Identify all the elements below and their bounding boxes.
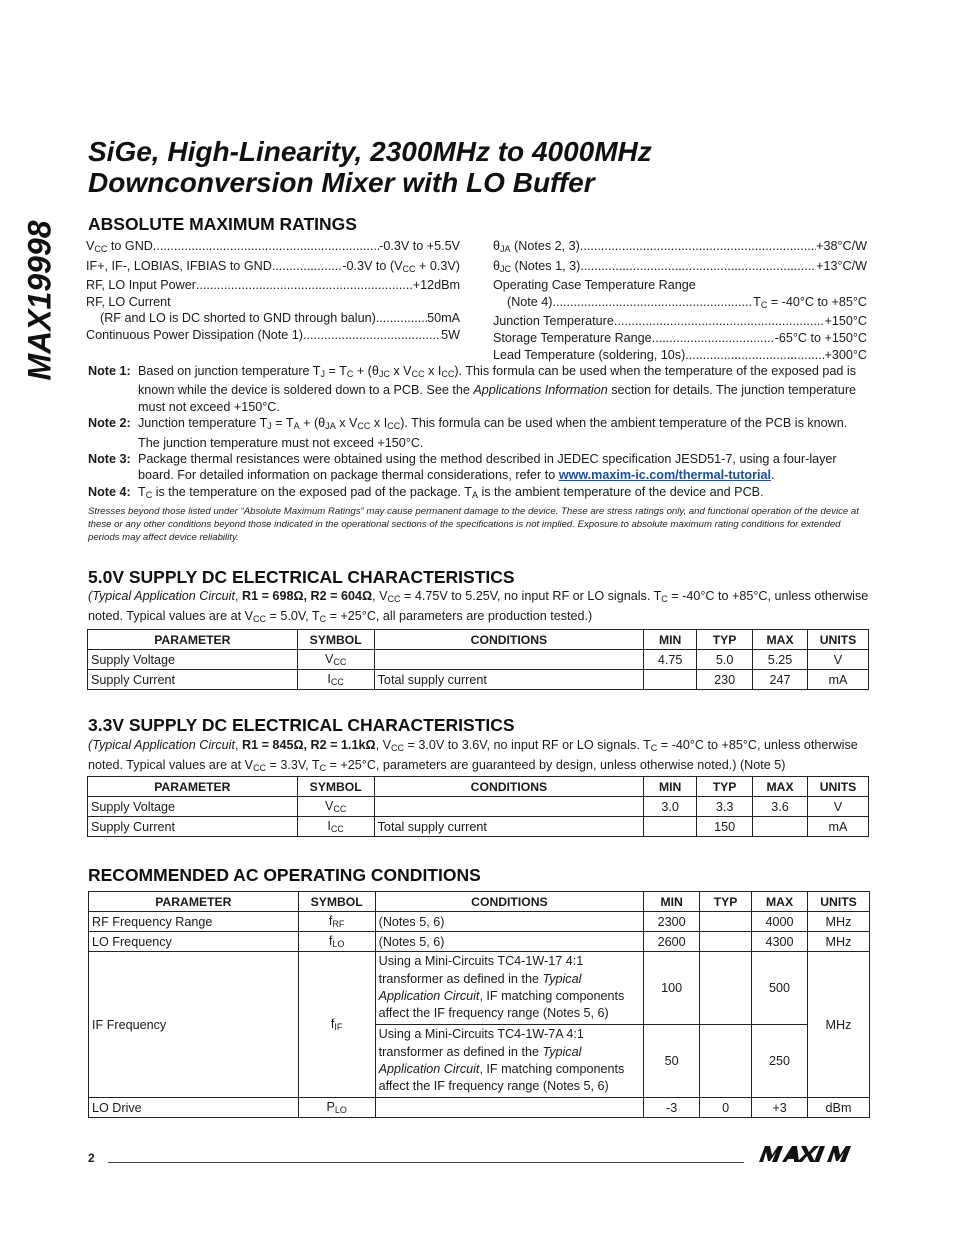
dc3-table	[87, 776, 869, 837]
column-header: PARAMETER	[88, 777, 298, 797]
column-header: UNITS	[808, 630, 869, 650]
page-number: 2	[88, 1151, 95, 1165]
table-header-row	[88, 777, 869, 797]
right-rating-0: $\theta_{JA}$ (Notes 2, 3) ..... +38°C/W	[493, 238, 867, 258]
table-row: RF Frequency Range $f_{RF}$ (Notes 5, 6) 2300 4000 MHz	[89, 912, 870, 932]
right-rating-1: $\theta_{JC}$ (Notes 1, 3) ..... +13°C/W	[493, 258, 867, 278]
column-header: MAX	[752, 892, 808, 912]
stress-disclaimer: Stresses beyond those listed under “Absolute Maximum Ratings” may cause permanent damage to the device. These are stress ratings only, and functional operation of the device at these or any other conditions beyond those indicated in the operational sections of the specifications is not implied. Exposure to absolute maximum rating conditions for extended periods may affect device reliability.	[88, 506, 859, 543]
side-part-number: MAX19998	[21, 219, 58, 381]
dc5-heading: 5.0V SUPPLY DC ELECTRICAL CHARACTERISTICS	[88, 567, 515, 587]
dc5-conditions-intro: (Typical Application Circuit, R1 = 698Ω, R2 = 604Ω, $V_{CC} = 4.75V$ to 5.25V, no input RF or LO signals. $T_C = -40^\circ C$ to +85°C, unless otherwise noted. Typical values are at $V_{CC} = 5.0V$, $T_C = +25^\circ C$, all parameters are production tested.)	[88, 589, 869, 624]
note-1: Note 1: Based on junction temperature $T_J = T_C + (\theta_{JC}$ x $V_{CC}$ x $I_{CC}$). This formula can be used when the temperature of the exposed pad is known while the device is soldered down to a PCB. See the Applications Information section for details. The junction temperature must not exceed +150°C.	[88, 364, 857, 414]
table-row: IF Frequency $f_{IF}$ Using a Mini-Circuits TC4-1W-17 4:1 transformer as defined in the Typical Application Circuit, IF matching components affect the IF frequency range (Notes 5, 6) 100 500 MHz	[89, 952, 870, 1025]
ac-heading: RECOMMENDED AC OPERATING CONDITIONS	[88, 865, 481, 885]
column-header: CONDITIONS	[374, 630, 644, 650]
table-row: Supply Voltage $V_{CC}$ 3.0 3.3 3.6 V	[88, 797, 869, 817]
amr-heading: ABSOLUTE MAXIMUM RATINGS	[88, 214, 357, 234]
column-header: SYMBOL	[298, 892, 375, 912]
page-title: SiGe, High-Linearity, 2300MHz to 4000MHz Downconversion Mixer with LO Buffer	[88, 136, 652, 198]
dc3-conditions-intro: (Typical Application Circuit, R1 = 845Ω, R2 = 1.1kΩ, $V_{CC} = 3.0V$ to 3.6V, no input RF or LO signals. $T_C = -40^\circ C$ to +85°C, unless otherwise noted. Typical values are at $V_{CC} = 3.3V$, $T_C = +25^\circ C$, parameters are guaranteed by design, unless otherwise noted.) (Note 5)	[88, 738, 858, 773]
table-header-row	[89, 892, 870, 912]
column-header: MAX	[753, 630, 808, 650]
table-row: LO Drive $P_{LO}$ -3 0 +3 dBm	[89, 1098, 870, 1118]
amr-right-column	[493, 238, 867, 363]
left-rating-5: Continuous Power Dissipation (Note 1) ..... 5W	[86, 327, 460, 344]
column-header: MIN	[644, 630, 697, 650]
column-header: SYMBOL	[297, 630, 374, 650]
note-2: Note 2: Junction temperature $T_J = T_A + (\theta_{JA}$ x $V_{CC}$ x $I_{CC}$). This formula can be used when the ambient temperature of the PCB is known. The junction temperature must not exceed +150°C.	[88, 416, 848, 450]
table-row: Supply Voltage $V_{CC}$ 4.75 5.0 5.25 V	[88, 650, 869, 670]
left-rating-1: IF+, IF-, LOBIAS, IFBIAS to GND ..... -0.3V to $(V_{CC} + 0.3V)$	[86, 258, 460, 278]
left-rating-2: RF, LO Input Power ..... +12dBm	[86, 277, 460, 294]
table-row: Using a Mini-Circuits TC4-1W-7A 4:1 transformer as defined in the Typical Application Circuit, IF matching components affect the IF frequency range (Notes 5, 6) 50 250	[89, 1025, 870, 1098]
column-header: MIN	[644, 777, 697, 797]
left-rating-3: RF, LO Current	[86, 294, 171, 309]
table-header-row	[88, 630, 869, 650]
column-header: PARAMETER	[89, 892, 299, 912]
note-4: Note 4: $T_C$ is the temperature on the exposed pad of the package. $T_A$ is the ambient temperature of the device and PCB.	[88, 484, 764, 500]
column-header: TYP	[697, 777, 753, 797]
thermal-tutorial-link[interactable]: www.maxim-ic.com/thermal-tutorial	[558, 468, 772, 483]
column-header: MIN	[644, 892, 700, 912]
right-rating-2: Operating Case Temperature Range	[493, 278, 696, 293]
right-rating-5: Storage Temperature Range ..... -65°C to +150°C	[493, 330, 867, 347]
column-header: UNITS	[808, 892, 870, 912]
right-rating-6: Lead Temperature (soldering, 10s) ..... +300°C	[493, 347, 867, 364]
right-rating-3: (Note 4) ..... $T_C = -40^\circ C$ to +85°C	[493, 294, 867, 314]
maxim-logo	[755, 1144, 869, 1164]
column-header: TYP	[700, 892, 752, 912]
table-row: LO Frequency $f_{LO}$ (Notes 5, 6) 2600 4300 MHz	[89, 932, 870, 952]
left-rating-4: (RF and LO is DC shorted to GND through balun) ..... 50mA	[86, 310, 460, 327]
column-header: CONDITIONS	[374, 777, 644, 797]
column-header: UNITS	[808, 777, 869, 797]
table-row: Supply Current $I_{CC}$ Total supply current 230 247 mA	[88, 670, 869, 690]
dc5-table	[87, 629, 869, 690]
amr-left-column	[86, 238, 460, 344]
column-header: SYMBOL	[297, 777, 374, 797]
right-rating-4: Junction Temperature ..... +150°C	[493, 313, 867, 330]
dc3-heading: 3.3V SUPPLY DC ELECTRICAL CHARACTERISTICS	[88, 715, 515, 735]
column-header: PARAMETER	[88, 630, 298, 650]
note-3: Note 3: Package thermal resistances were obtained using the method described in JEDEC specification JESD51-7, using a four-layer board. For detailed information on package thermal considerations, refer to www.maxim-ic.com/thermal-tutorial.	[88, 452, 837, 483]
table-row: Supply Current $I_{CC}$ Total supply current 150 mA	[88, 817, 869, 837]
column-header: CONDITIONS	[375, 892, 644, 912]
notes-block	[88, 363, 868, 503]
footer-rule	[108, 1162, 744, 1163]
column-header: TYP	[697, 630, 753, 650]
column-header: MAX	[753, 777, 808, 797]
ac-table	[88, 891, 870, 1118]
left-rating-0: $V_{CC}$ to GND ..... -0.3V to +5.5V	[86, 238, 460, 258]
